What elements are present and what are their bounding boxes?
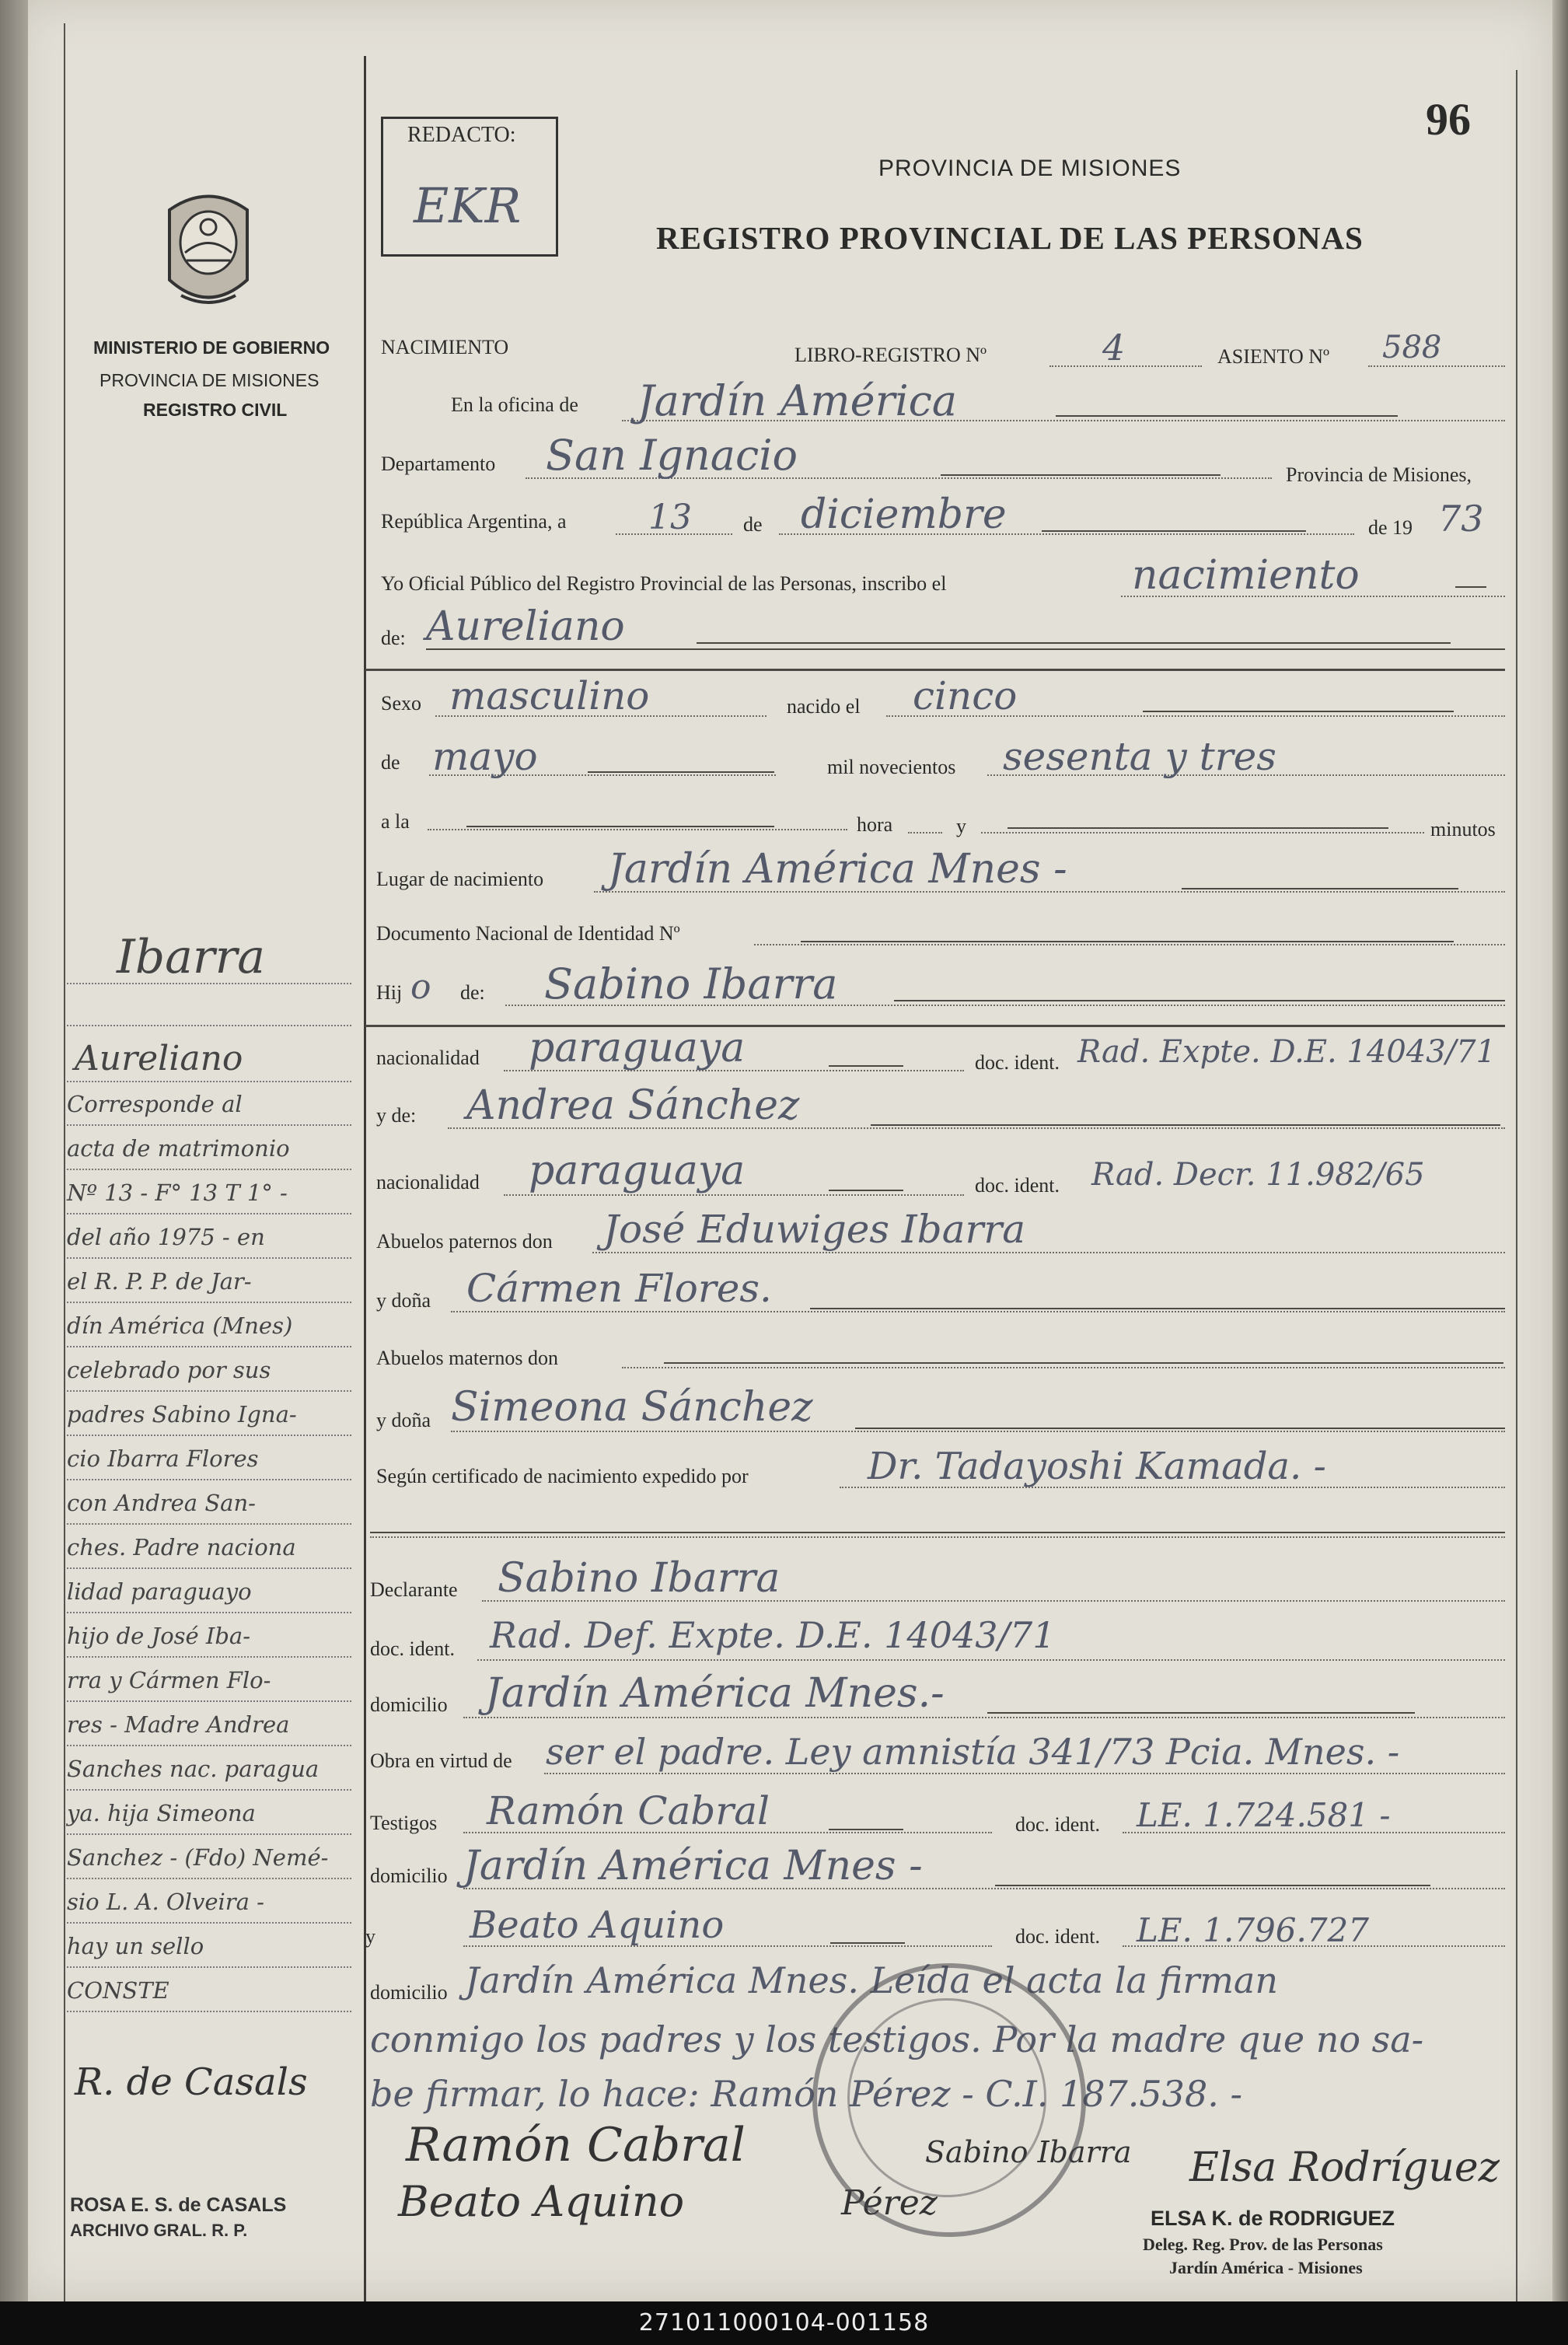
mes-nac-fill [588, 771, 774, 773]
nac-madre-value: paraguaya [529, 1148, 746, 1194]
margin-note-line: el R. P. P. de Jar- [67, 1268, 252, 1295]
a-la-fill [466, 826, 774, 827]
abuela-pat-line [451, 1311, 1505, 1312]
margin-note-line: con Andrea San- [67, 1490, 256, 1516]
margin-note-line: cio Ibarra Flores [67, 1445, 259, 1472]
signature-beato-aquino: Beato Aquino [398, 2177, 685, 2226]
mil-value: sesenta y tres [1003, 734, 1276, 779]
inscribo-value: nacimiento [1132, 552, 1360, 599]
margin-surname-line [67, 983, 351, 984]
margin-note-rule [67, 1922, 351, 1924]
margin-note-rule [67, 1745, 351, 1746]
domicilio-value: Jardín América Mnes.- [485, 1670, 945, 1717]
a-la-label: a la [381, 810, 410, 833]
abuelo-mat-fill [664, 1362, 1503, 1364]
libro-value: 4 [1102, 327, 1126, 369]
record-type: NACIMIENTO [381, 336, 509, 358]
hijo-label: Hij [376, 981, 403, 1004]
libro-label: LIBRO-REGISTRO Nº [794, 344, 987, 366]
anio-label: de 19 [1368, 516, 1413, 539]
domicilio-t1-fill [995, 1885, 1430, 1886]
nombre-underline [426, 648, 1505, 650]
civil-registry-line: REGISTRO CIVIL [143, 400, 288, 420]
column-divider [364, 56, 366, 2301]
margin-note-line: rra y Cármen Flo- [67, 1667, 271, 1693]
segun-label: Según certificado de nacimiento expedido por [376, 1465, 749, 1487]
republica-label: República Argentina, a [381, 510, 567, 533]
registrar-title: Deleg. Reg. Prov. de las Personas [1143, 2235, 1383, 2254]
minutos-line [981, 832, 1424, 834]
obra-label: Obra en virtud de [370, 1749, 512, 1772]
declarante-label: Declarante [370, 1578, 458, 1601]
y-de-label: y de: [376, 1104, 417, 1127]
margin-note-rule [67, 1966, 351, 1968]
hora-line [908, 832, 942, 834]
doc-madre-value: Rad. Decr. 11.982/65 [1091, 1157, 1425, 1193]
mes-nac-value: mayo [432, 734, 538, 779]
margin-given-line [67, 1081, 351, 1082]
domicilio-t1-value: Jardín América Mnes - [463, 1843, 923, 1889]
nombre-value: Aureliano [426, 603, 625, 650]
abuela-mat-value: Simeona Sánchez [451, 1384, 813, 1431]
oficial-text: Yo Oficial Público del Registro Provincial de las Personas, inscribo el [381, 572, 947, 595]
domicilio-t2-value: Jardín América Mnes. Leída el acta la firman [465, 1959, 1278, 2001]
lugar-label: Lugar de nacimiento [376, 868, 544, 890]
margin-note-rule [67, 1567, 351, 1569]
footer-document-id: 271011000104-001158 [638, 2309, 930, 2336]
nombre-label: de: [381, 627, 406, 649]
signature-perez: Pérez [841, 2183, 938, 2223]
margin-note-line: acta de matrimonio [67, 1135, 290, 1162]
doc-decl-label: doc. ident. [370, 1637, 456, 1660]
margin-note-rule [67, 1833, 351, 1835]
section-divider-1 [365, 669, 1505, 671]
sexo-value: masculino [449, 673, 650, 718]
testigo1-doc-value: LE. 1.724.581 - [1137, 1796, 1391, 1834]
obra-line [544, 1773, 1505, 1774]
madre-value: Andrea Sánchez [466, 1082, 800, 1129]
doc-decl-value: Rad. Def. Expte. D.E. 14043/71 [490, 1614, 1056, 1656]
margin-note-line: res - Madre Andrea [67, 1711, 290, 1738]
doc-padre-label: doc. ident. [975, 1051, 1060, 1074]
margin-note-line: Sanches nac. paragua [67, 1756, 320, 1782]
lugar-value: Jardín América Mnes - [608, 846, 1067, 893]
margin-note-rule [67, 1789, 351, 1791]
oficina-value: Jardín América [637, 376, 958, 425]
margin-gap-line [67, 1025, 351, 1026]
y-testigo-label: y [365, 1925, 375, 1948]
margin-note-rule [67, 1656, 351, 1658]
dona-mat-label: y doña [376, 1409, 431, 1431]
segun-fill-2 [370, 1532, 1505, 1533]
domicilio-line [463, 1717, 1505, 1718]
mes-value: diciembre [801, 491, 1007, 538]
page-edge [1552, 0, 1568, 2301]
abuelo-mat-line [622, 1367, 1505, 1368]
testigo2-doc-label: doc. ident. [1015, 1925, 1101, 1948]
anio-value: 73 [1438, 498, 1484, 540]
domicilio-t1-label: domicilio [370, 1864, 448, 1887]
margin-note-line: celebrado por sus [67, 1357, 271, 1383]
doc-decl-line [477, 1659, 1505, 1661]
redacto-label: REDACTO: [407, 123, 516, 147]
signature-ramon-cabral: Ramón Cabral [406, 2118, 746, 2172]
abuelo-pat-value: José Eduwiges Ibarra [603, 1207, 1026, 1252]
declarante-value: Sabino Ibarra [498, 1555, 781, 1602]
margin-note-rule [67, 1435, 351, 1436]
margin-note-line: dín América (Mnes) [67, 1312, 293, 1339]
margin-note-rule [67, 1346, 351, 1347]
testigo1-value: Ramón Cabral [487, 1788, 770, 1833]
province-line: PROVINCIA DE MISIONES [100, 370, 320, 390]
right-margin-rule [1516, 70, 1517, 2301]
dia-value: 13 [648, 498, 692, 537]
abuela-mat-fill [855, 1428, 1505, 1429]
abuela-pat-fill [810, 1308, 1505, 1309]
provincia-suffix: Provincia de Misiones, [1286, 463, 1472, 486]
oficina-label: En la oficina de [451, 393, 578, 416]
ministry-line: MINISTERIO DE GOBIERNO [93, 337, 330, 358]
page-number: 96 [1426, 94, 1471, 145]
nacido-value: cinco [913, 673, 1018, 718]
padre-fill [894, 1000, 1505, 1001]
de-mes-label: de [381, 751, 400, 774]
domicilio-t2-label: domicilio [370, 1981, 448, 2004]
margin-note-rule [67, 1257, 351, 1259]
domicilio-fill [987, 1712, 1415, 1714]
hijo-de-label: de: [460, 981, 485, 1004]
margin-note-line: Nº 13 - F° 13 T 1° - [67, 1179, 288, 1206]
testigo2-fill [830, 1942, 905, 1944]
domicilio-label: domicilio [370, 1693, 448, 1716]
minutos-fill [1008, 827, 1388, 829]
asiento-line [1368, 365, 1505, 367]
departamento-fill [941, 474, 1221, 476]
margin-note-line: hijo de José Iba- [67, 1623, 251, 1649]
abuela-pat-value: Cármen Flores. [466, 1266, 772, 1311]
nac-madre-fill [829, 1190, 903, 1191]
nac-padre-label: nacionalidad [376, 1047, 480, 1069]
padre-value: Sabino Ibarra [544, 959, 838, 1008]
asiento-value: 588 [1382, 330, 1442, 365]
obra-value: ser el padre. Ley amnistía 341/73 Pcia. Mnes. - [546, 1731, 1400, 1773]
abuelos-pat-label: Abuelos paternos don [376, 1230, 553, 1253]
margin-stamp-line-1: ROSA E. S. de CASALS [70, 2194, 287, 2216]
closing-line-3: be firmar, lo hace: Ramón Pérez - C.I. 187.538. - [370, 2073, 1242, 2115]
nombre-fill [697, 642, 1451, 644]
margin-note-rule [67, 1700, 351, 1702]
de-label: de [743, 513, 763, 536]
dni-fill [801, 941, 1454, 942]
margin-note-line: padres Sabino Igna- [67, 1401, 297, 1428]
dona-pat-label: y doña [376, 1289, 431, 1312]
binding-edge [0, 0, 28, 2301]
abuelo-pat-line [592, 1252, 1505, 1253]
margin-note-rule [67, 2011, 351, 2012]
margin-note-rule [67, 1523, 351, 1525]
mil-label: mil novecientos [827, 756, 956, 778]
margin-note-line: Corresponde al [67, 1091, 243, 1117]
header-registry: REGISTRO PROVINCIAL DE LAS PERSONAS [656, 220, 1364, 256]
madre-fill [871, 1124, 1500, 1126]
nacido-label: nacido el [787, 695, 861, 718]
testigo2-doc-value: LE. 1.796.727 [1137, 1911, 1370, 1949]
doc-madre-label: doc. ident. [975, 1174, 1060, 1197]
redacto-initials: EKR [414, 177, 522, 234]
margin-note-rule [67, 1124, 351, 1126]
signature-sabino-ibarra: Sabino Ibarra [925, 2135, 1132, 2169]
departamento-label: Departamento [381, 453, 496, 475]
minutos-label: minutos [1430, 818, 1496, 840]
margin-note-line: ya. hija Simeona [67, 1800, 256, 1826]
official-seal-inner-ring [847, 1998, 1046, 2197]
libro-line [1049, 365, 1202, 367]
mes-fill [1042, 530, 1306, 532]
dni-label: Documento Nacional de Identidad Nº [376, 922, 680, 945]
header-province: PROVINCIA DE MISIONES [878, 156, 1182, 181]
coat-of-arms-icon [162, 187, 255, 315]
nac-madre-line [504, 1194, 964, 1196]
abuela-mat-line [451, 1431, 1505, 1432]
margin-note-line: CONSTE [67, 1977, 169, 2004]
nac-madre-label: nacionalidad [376, 1171, 480, 1193]
testigo2-value: Beato Aquino [470, 1903, 725, 1947]
closing-line-2: conmigo los padres y los testigos. Por la madre que no sa- [370, 2018, 1424, 2060]
asiento-label: ASIENTO Nº [1217, 345, 1330, 368]
margin-note-rule [67, 1169, 351, 1170]
hora-label: hora [857, 813, 893, 836]
margin-given: Aureliano [75, 1039, 243, 1078]
testigo1-fill [829, 1829, 903, 1830]
margin-note-rule [67, 1302, 351, 1303]
margin-note-line: lidad paraguayo [67, 1578, 252, 1605]
margin-signature: R. de Casals [75, 2060, 308, 2104]
margin-stamp-line-2: ARCHIVO GRAL. R. P. [70, 2221, 248, 2240]
margin-note-line: sio L. A. Olveira - [67, 1889, 264, 1915]
segun-line-2 [370, 1536, 1505, 1538]
margin-note-line: del año 1975 - en [67, 1224, 265, 1250]
margin-note-rule [67, 1213, 351, 1214]
oficina-fill [1056, 415, 1398, 417]
registrar-name: ELSA K. de RODRIGUEZ [1151, 2207, 1395, 2230]
sexo-label: Sexo [381, 692, 421, 715]
dni-line [754, 944, 1505, 945]
a-la-line [428, 829, 847, 830]
margin-note-line: Sanchez - (Fdo) Nemé- [67, 1844, 329, 1871]
nac-padre-value: paraguaya [529, 1025, 746, 1071]
nac-padre-fill [829, 1065, 903, 1067]
abuelos-mat-label: Abuelos maternos don [376, 1347, 558, 1369]
segun-value: Dr. Tadayoshi Kamada. - [868, 1445, 1326, 1488]
margin-note-rule [67, 1612, 351, 1613]
hijo-o: o [410, 967, 431, 1007]
testigo1-doc-label: doc. ident. [1015, 1813, 1101, 1836]
margin-note-rule [67, 1479, 351, 1480]
inscribo-dash [1455, 586, 1486, 588]
margin-note-rule [67, 1390, 351, 1392]
nacido-fill [1143, 711, 1454, 712]
registrar-signature: Elsa Rodríguez [1189, 2144, 1500, 2191]
testigos-label: Testigos [370, 1812, 438, 1834]
margin-note-line: hay un sello [67, 1933, 204, 1959]
margin-note-rule [67, 1878, 351, 1879]
margin-surname: Ibarra [117, 930, 266, 984]
lugar-fill [1182, 888, 1458, 889]
doc-padre-value: Rad. Expte. D.E. 14043/71 [1077, 1034, 1496, 1070]
y-label: y [956, 815, 966, 837]
registrar-place: Jardín América - Misiones [1169, 2258, 1363, 2277]
departamento-value: San Ignacio [546, 431, 798, 480]
margin-note-line: ches. Padre naciona [67, 1534, 296, 1560]
left-margin-rule [64, 23, 65, 2301]
